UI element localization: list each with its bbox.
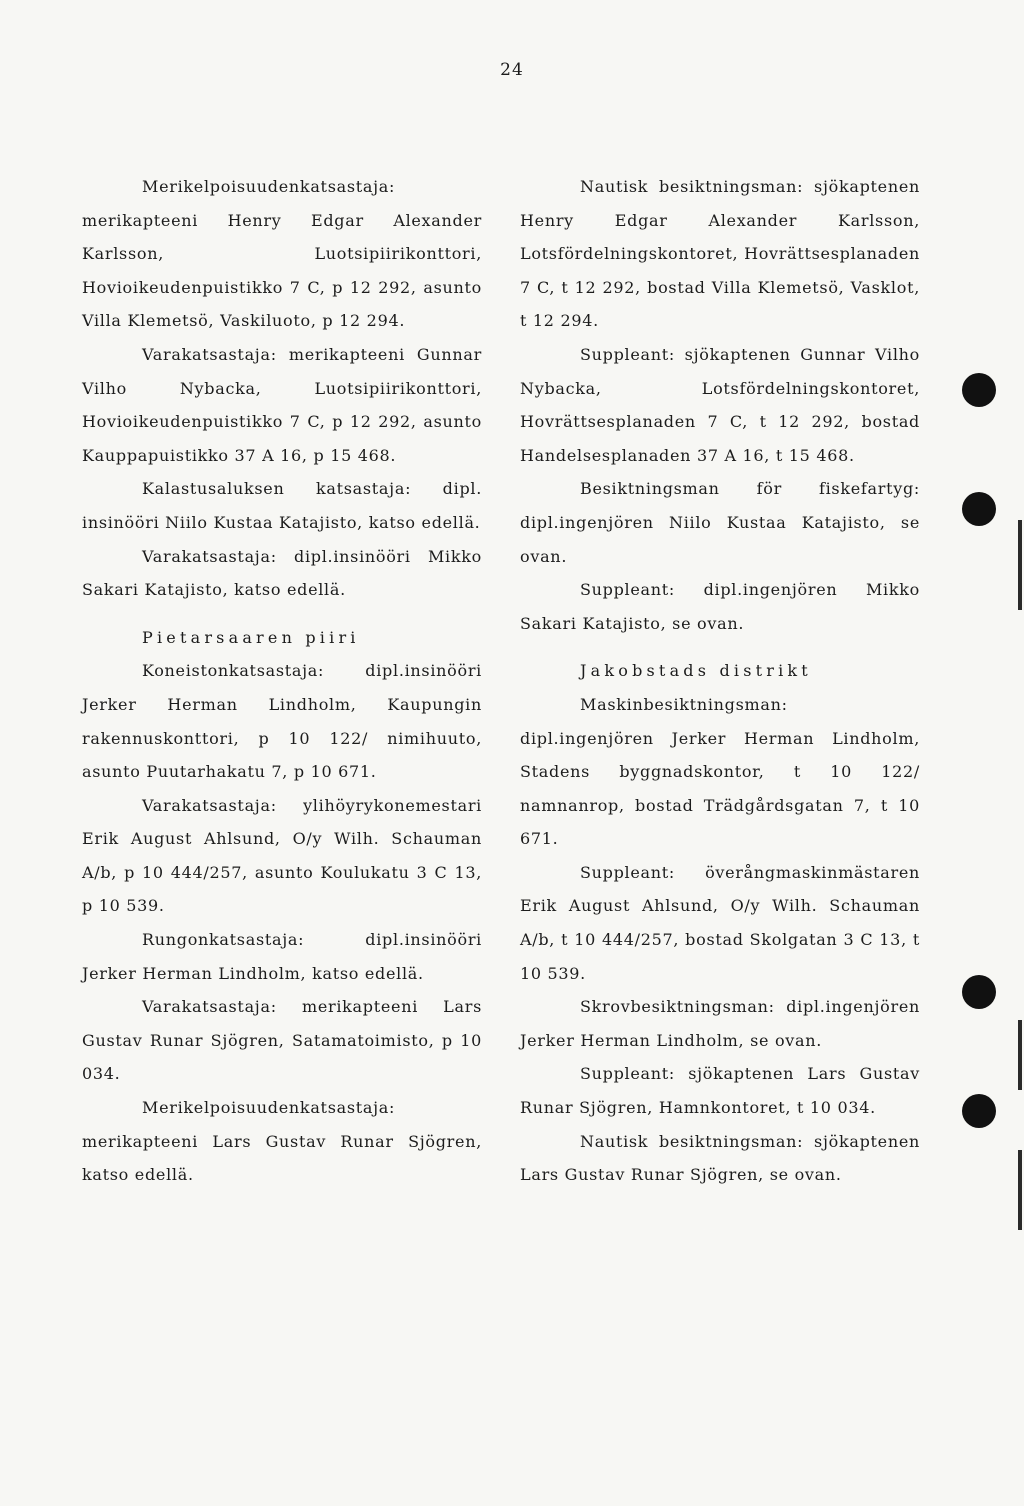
paragraph: Koneistonkatsastaja: dipl.insinööri Jerker Herman Lindholm, Kaupungin rakennuskonttori, p 10 122/ nimihuuto, asunto Puutarhakatu 7, p 10 671. (82, 661, 482, 782)
paragraph: Skrovbesiktningsman: dipl.ingenjören Jerker Herman Lindholm, se ovan. (520, 997, 920, 1050)
swedish-column (520, 170, 920, 1192)
district-heading: Pietarsaaren piiri (142, 627, 360, 647)
page-edge-mark (1018, 1020, 1022, 1090)
paragraph: Suppleant: sjökaptenen Lars Gustav Runar Sjögren, Hamnkontoret, t 10 034. (520, 1064, 920, 1118)
paragraph: Nautisk besiktningsman: sjökaptenen Henry Edgar Alexander Karlsson, Lotsfördelningskontoret, Hovrättsesplanaden 7 C, t 12 292, bostad Villa Klemetsö, Vasklot, t 12 294. (520, 177, 920, 331)
paragraph: Besiktningsman för fiskefartyg: dipl.ingenjören Niilo Kustaa Katajisto, se ovan. (520, 479, 920, 566)
binder-hole (962, 373, 996, 407)
binder-hole (962, 975, 996, 1009)
binder-hole (962, 492, 996, 526)
paragraph: Maskinbesiktningsman: dipl.ingenjören Jerker Herman Lindholm, Stadens byggnadskontor, t 10 122/ namnanrop, bostad Trädgårdsgatan 7, t 10 671. (520, 694, 920, 849)
paragraph: Varakatsastaja: dipl.insinööri Mikko Sakari Katajisto, katso edellä. (82, 546, 482, 600)
paragraph: Suppleant: sjökaptenen Gunnar Vilho Nybacka, Lotsfördelningskontoret, Hovrättsesplanaden 7 C, t 12 292, bostad Handelsesplanaden 37 A 16, t 15 468. (520, 344, 920, 465)
paragraph: Merikelpoisuudenkatsastaja: merikapteeni Lars Gustav Runar Sjögren, katso edellä. (82, 1098, 482, 1185)
paragraph: Varakatsastaja: merikapteeni Gunnar Vilho Nybacka, Luotsipiirikonttori, Hovioikeudenpuistikko 7 C, p 12 292, asunto Kauppapuistikko 37 A 16, p 15 468. (82, 344, 482, 465)
page-edge-mark (1018, 1150, 1022, 1230)
district-heading: Jakobstads distrikt (580, 661, 812, 681)
paragraph: Rungonkatsastaja: dipl.insinööri Jerker Herman Lindholm, katso edellä. (82, 930, 482, 983)
paragraph: Varakatsastaja: merikapteeni Lars Gustav Runar Sjögren, Satamatoimisto, p 10 034. (82, 997, 482, 1084)
paragraph: Varakatsastaja: ylihöyrykonemestari Erik August Ahlsund, O/y Wilh. Schauman A/b, p 10 444/257, asunto Koulukatu 3 C 13, p 10 539. (82, 795, 482, 916)
paragraph: Kalastusaluksen katsastaja: dipl. insinööri Niilo Kustaa Katajisto, katso edellä. (82, 479, 482, 532)
page-number: 24 (500, 60, 524, 80)
binder-hole (962, 1094, 996, 1128)
paragraph: Suppleant: överångmaskinmästaren Erik August Ahlsund, O/y Wilh. Schauman A/b, t 10 444/257, bostad Skolgatan 3 C 13, t 10 539. (520, 862, 920, 983)
paragraph: Nautisk besiktningsman: sjökaptenen Lars Gustav Runar Sjögren, se ovan. (520, 1131, 920, 1185)
paragraph: Suppleant: dipl.ingenjören Mikko Sakari Katajisto, se ovan. (520, 580, 920, 633)
paragraph: Merikelpoisuudenkatsastaja: merikapteeni Henry Edgar Alexander Karlsson, Luotsipiirikonttori, Hovioikeudenpuistikko 7 C, p 12 292, asunto Villa Klemetsö, Vaskiluoto, p 12 294. (82, 177, 482, 331)
page-edge-mark (1018, 520, 1022, 610)
finnish-column (82, 170, 482, 1192)
